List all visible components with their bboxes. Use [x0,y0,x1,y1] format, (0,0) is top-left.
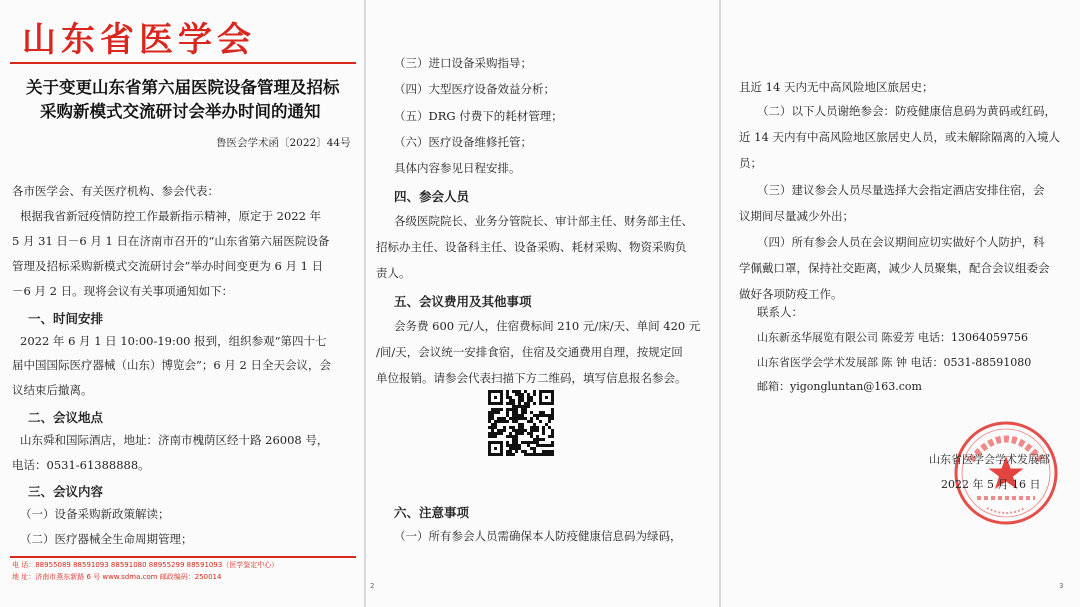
page-3 [721,0,1080,607]
intro-line: －6 月 2 日。现将会议有关事项通知如下： [12,284,234,298]
qr-finder [539,390,554,405]
attendees-line: 责人。 [376,266,411,280]
page-number: 3 [1059,582,1064,590]
qr-module [500,432,503,435]
notice-title-line-1: 关于变更山东省第六届医院设备管理及招标 [26,78,340,97]
qr-module [527,405,530,408]
registration-qr-code[interactable] [488,390,554,456]
qr-module [524,411,527,414]
notes-line: （一）所有参会人员需确保本人防疫健康信息码为绿码， [394,529,682,543]
qr-module [500,408,503,411]
venue-line: 山东舜和国际酒店，地址：济南市槐荫区经十路 26008 号， [20,433,329,447]
footer-phones: 电 话：88955089 88591093 88591080 88955299 88591093（医学鉴定中心） [12,561,279,569]
issue-date: 2022 年 5 月 16 日 [941,478,1041,491]
qr-module [503,429,506,432]
qr-module [497,411,500,414]
page-2 [366,0,719,607]
fees-line: /间/天，会议统一安排食宿，住宿及交通费用自理，按规定回 [376,345,683,359]
qr-finder [488,390,503,405]
contact-line: 山东省医学会学术发展部 陈 钟 电话：0531-88591080 [757,356,1032,369]
qr-module [536,429,539,432]
notes-line: （三）建议参会人员尽量选择大会指定酒店安排住宿，会 [757,183,1045,197]
intro-line: 5 月 31 日－6 月 1 日在济南市召开的“山东省第六届医院设备 [12,234,330,248]
intro-line: 管理及招标采购新模式交流研讨会”举办时间变更为 6 月 1 日 [12,259,324,273]
schedule-line: 议结束后撤离。 [12,383,93,397]
qr-module [533,393,536,396]
footer-divider [10,556,356,558]
qr-module [506,420,509,423]
qr-module [551,453,554,456]
qr-module [551,444,554,447]
notice-title-line-2: 采购新模式交流研讨会举办时间的通知 [40,102,321,121]
notes-line: 议期间尽量减少外出； [739,209,854,223]
notes-line: 近 14 天内有中高风险地区旅居史人员，或未解除隔离的入境人 [739,130,1060,144]
fees-line: 会务费 600 元/人，住宿费标间 210 元/床/天、单间 420 元 [394,319,701,333]
masthead-divider [10,62,356,64]
qr-module [494,435,497,438]
contact-line: 山东新丞华展览有限公司 陈爱芳 电话：13064059756 [757,331,1028,344]
content-item: （四）大型医疗设备效益分析； [394,82,555,96]
qr-module [548,420,551,423]
document-number: 鲁医会学术函〔2022〕44号 [216,137,351,149]
section-heading-attendees: 四、参会人员 [394,189,470,204]
official-seal-icon [953,420,1059,526]
content-item: （二）医疗器械全生命周期管理； [20,532,193,546]
footer-address: 地 址：济南市燕东新路 6 号 www.sdma.com 邮政编码：250014 [12,573,222,581]
schedule-line: 届中国国际医疗器械（山东）博览会”；6 月 2 日全天会议，会 [12,358,331,372]
notes-line: （二）以下人员谢绝参会：防疫健康信息码为黄码或红码， [757,104,1056,118]
section-heading-fees: 五、会议费用及其他事项 [394,294,532,309]
details-note: 具体内容参见日程安排。 [394,161,521,175]
notes-line: 员； [739,156,762,170]
notes-line: 学佩戴口罩，保持社交距离，减少人员聚集，配合会议组委会 [739,261,1050,275]
qr-finder [488,441,503,456]
content-item: （六）医疗设备维修托管； [394,135,532,149]
salutation: 各市医学会、有关医疗机构、参会代表： [12,184,219,198]
fees-line: 单位报销。请参会代表扫描下方二维码，填写信息报名参会。 [376,371,687,385]
qr-module [512,453,515,456]
intro-line: 根据我省新冠疫情防控工作最新指示精神，原定于 2022 年 [20,209,322,223]
qr-module [551,417,554,420]
section-heading-notes: 六、注意事项 [394,505,470,520]
qr-module [521,432,524,435]
section-heading-content: 三、会议内容 [28,484,104,499]
qr-module [551,435,554,438]
notes-line: 且近 14 天内无中高风险地区旅居史； [739,80,934,94]
venue-line: 电话：0531-61388888。 [12,458,150,472]
qr-module [542,432,545,435]
qr-module [533,402,536,405]
signer: 山东省医学会学术发展部 [929,453,1050,466]
notes-line: （四）所有参会人员在会议期间应切实做好个人防护，科 [757,235,1045,249]
page-number: 2 [370,582,375,590]
notes-line: 做好各项防疫工作。 [739,287,843,301]
masthead: 山东省医学会 [22,20,256,60]
content-item: （一）设备采购新政策解读； [20,507,170,521]
qr-module [539,420,542,423]
section-heading-venue: 二、会议地点 [28,410,104,425]
schedule-line: 2022 年 6 月 1 日 10:00-19:00 报到，组织参观“第四十七 [20,334,327,348]
content-item: （五）DRG 付费下的耗材管理； [394,109,563,123]
attendees-line: 招标办主任、设备科主任、设备采购、耗材采购、物资采购负 [376,240,687,254]
attendees-line: 各级医院院长、业务分管院长、审计部主任、财务部主任、 [394,214,693,228]
section-heading-schedule: 一、时间安排 [28,311,104,326]
contact-email[interactable]: 邮箱：yigongluntan@163.com [757,380,922,393]
page-1 [0,0,364,607]
contact-label: 联系人： [757,305,803,319]
qr-module [515,450,518,453]
content-item: （三）进口设备采购指导； [394,56,532,70]
qr-module [542,438,545,441]
